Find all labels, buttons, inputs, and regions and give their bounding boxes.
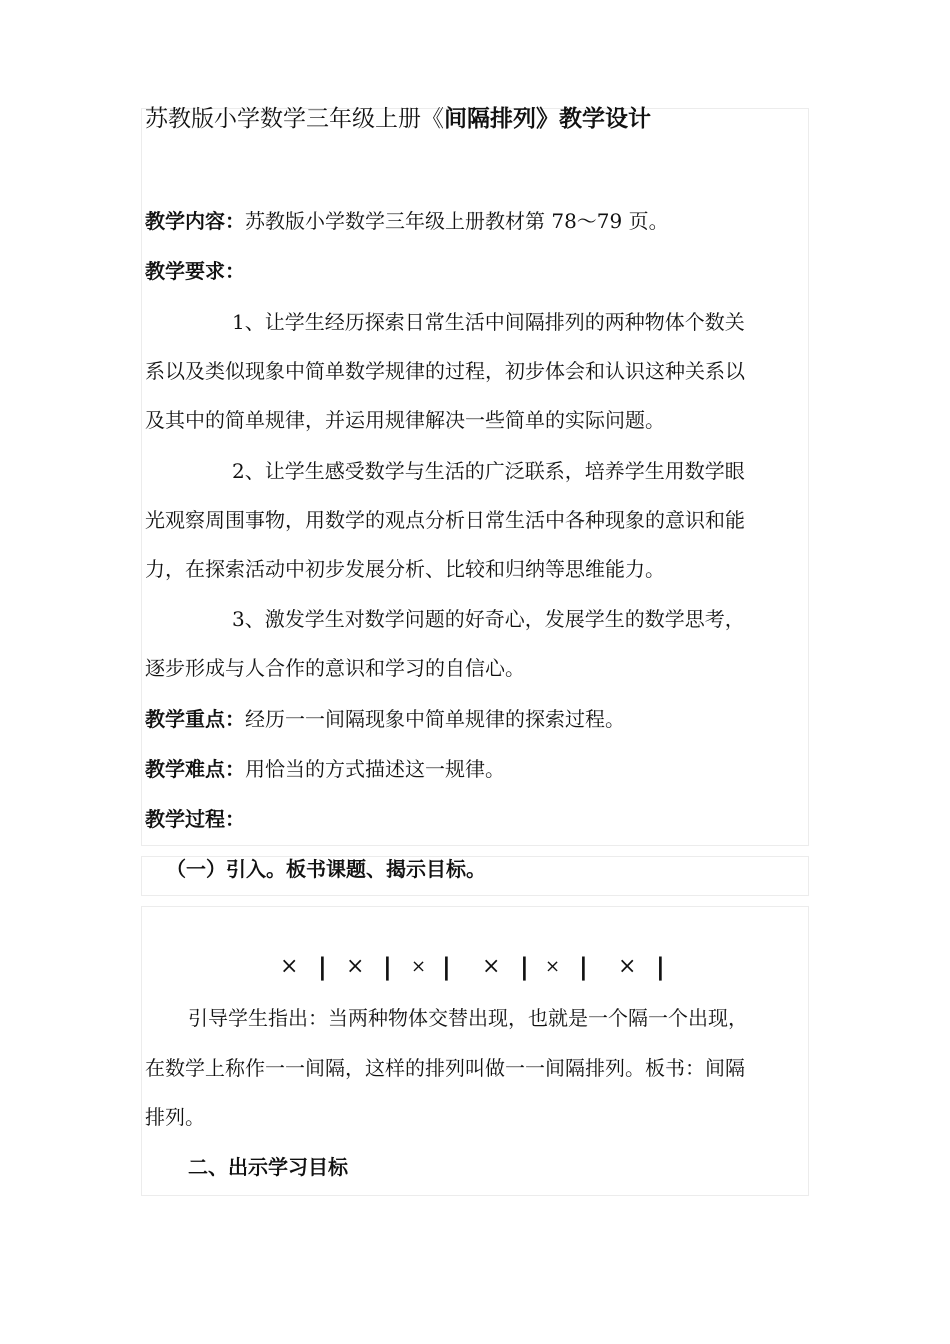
requirement-2-line-3: 力，在探索活动中初步发展分析、比较和归纳等思维能力。 — [145, 557, 665, 581]
sequence-cross: × — [482, 954, 501, 979]
sequence-bar: | — [442, 953, 451, 981]
section-1-heading: （一）引入。板书课题、揭示目标。 — [166, 857, 486, 881]
difficulty-text: 用恰当的方式描述这一规律。 — [245, 757, 505, 781]
key-point-line — [145, 706, 625, 732]
content-line — [145, 208, 669, 234]
requirement-3-line-1: 3、激发学生对数学问题的好奇心，发展学生的数学思考， — [232, 607, 745, 631]
sequence-cross: × — [545, 956, 561, 977]
process-label: 教学过程： — [145, 807, 245, 831]
key-point-text: 经历一一间隔现象中简单规律的探索过程。 — [245, 707, 625, 731]
content-label: 教学内容： — [145, 209, 245, 233]
sequence-cross: × — [346, 954, 365, 979]
title-prefix: 苏教版小学数学三年级上册《 — [145, 106, 444, 132]
difficulty-label: 教学难点： — [145, 757, 245, 781]
section-2-heading: 二、出示学习目标 — [188, 1155, 348, 1179]
guide-line-2: 在数学上称作一一间隔，这样的排列叫做一一间隔排列。板书：间隔 — [145, 1056, 745, 1080]
sequence-bar: | — [318, 953, 327, 981]
guide-line-3: 排列。 — [145, 1105, 205, 1129]
text-frame-bottom — [141, 906, 809, 1196]
sequence-bar: | — [383, 953, 392, 981]
requirement-1-line-2: 系以及类似现象中简单数学规律的过程，初步体会和认识这种关系以 — [145, 359, 745, 383]
interval-sequence — [0, 952, 950, 982]
key-point-label: 教学重点： — [145, 707, 245, 731]
requirements-label: 教学要求： — [145, 259, 245, 283]
guide-line-1: 引导学生指出：当两种物体交替出现，也就是一个隔一个出现， — [188, 1006, 748, 1030]
difficulty-line — [145, 756, 505, 782]
document-title — [145, 104, 651, 134]
requirement-3-line-2: 逐步形成与人合作的意识和学习的自信心。 — [145, 656, 525, 680]
sequence-cross: × — [280, 954, 299, 979]
sequence-bar: | — [520, 953, 529, 981]
sequence-cross: × — [411, 956, 427, 977]
requirement-2-line-1: 2、让学生感受数学与生活的广泛联系，培养学生用数学眼 — [232, 459, 745, 483]
requirement-2-line-2: 光观察周围事物，用数学的观点分析日常生活中各种现象的意识和能 — [145, 508, 745, 532]
sequence-bar: | — [579, 953, 588, 981]
requirement-1-line-1: 1、让学生经历探索日常生活中间隔排列的两种物体个数关 — [232, 310, 745, 334]
content-text: 苏教版小学数学三年级上册教材第 78～79 页。 — [245, 209, 669, 233]
sequence-cross: × — [618, 954, 637, 979]
sequence-bar: | — [656, 953, 665, 981]
requirement-1-line-3: 及其中的简单规律，并运用规律解决一些简单的实际问题。 — [145, 408, 665, 432]
title-topic: 间隔排列》教学设计 — [444, 105, 651, 132]
